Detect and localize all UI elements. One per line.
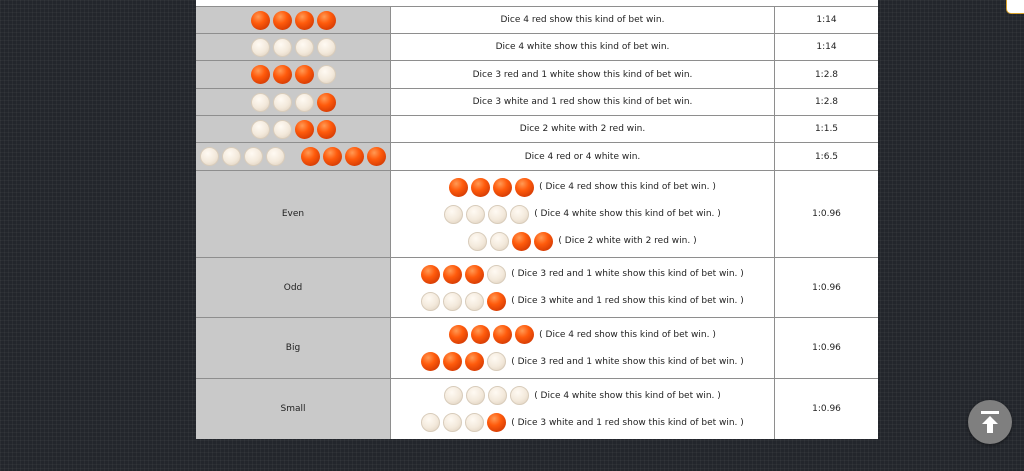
combination-line bbox=[449, 178, 716, 197]
white-dice-icon bbox=[273, 120, 292, 139]
description-cell: Dice 4 red or 4 white win. bbox=[391, 143, 775, 170]
corner-button[interactable] bbox=[1006, 0, 1024, 14]
table-row-odd bbox=[196, 258, 878, 317]
combination-line bbox=[468, 232, 696, 251]
white-dice-icon bbox=[465, 292, 484, 311]
white-dice-icon bbox=[317, 65, 336, 84]
red-dice-icon bbox=[487, 413, 506, 432]
dice-group bbox=[468, 232, 553, 251]
white-dice-icon bbox=[465, 413, 484, 432]
red-dice-icon bbox=[465, 265, 484, 284]
table-row bbox=[196, 116, 878, 142]
combination-line bbox=[421, 292, 744, 311]
red-dice-icon bbox=[449, 325, 468, 344]
table-row bbox=[196, 143, 878, 170]
combination-line bbox=[421, 352, 744, 371]
description-cell: Dice 4 red show this kind of bet win. bbox=[391, 7, 775, 33]
odds-cell: 1:2.8 bbox=[814, 97, 839, 107]
white-dice-icon bbox=[444, 386, 463, 405]
description-cell: Dice 3 white and 1 red show this kind of bet win. bbox=[391, 89, 775, 115]
payout-table bbox=[196, 0, 878, 439]
red-dice-icon bbox=[443, 352, 462, 371]
red-dice-icon bbox=[301, 147, 320, 166]
combination-text: ( Dice 3 red and 1 white show this kind of bet win. ) bbox=[511, 269, 744, 279]
red-dice-icon bbox=[323, 147, 342, 166]
description-cell: Dice 4 white show this kind of bet win. bbox=[391, 34, 775, 60]
white-dice-icon bbox=[222, 147, 241, 166]
dice-group bbox=[449, 178, 534, 197]
dice-cell bbox=[196, 61, 391, 88]
white-dice-icon bbox=[273, 93, 292, 112]
odds-cell: 1:0.96 bbox=[812, 209, 841, 219]
dice-group bbox=[251, 120, 336, 139]
white-dice-icon bbox=[466, 205, 485, 224]
white-dice-icon bbox=[421, 413, 440, 432]
white-dice-icon bbox=[251, 120, 270, 139]
combination-cell bbox=[391, 379, 775, 439]
white-dice-icon bbox=[488, 386, 507, 405]
red-dice-icon bbox=[493, 178, 512, 197]
white-dice-icon bbox=[295, 38, 314, 57]
red-dice-icon bbox=[471, 178, 490, 197]
dice-group bbox=[421, 292, 506, 311]
white-dice-icon bbox=[490, 232, 509, 251]
odds-cell: 1:14 bbox=[816, 42, 837, 52]
dice-group bbox=[421, 352, 506, 371]
dice-group bbox=[421, 265, 506, 284]
odds-cell: 1:0.96 bbox=[812, 404, 841, 414]
red-dice-icon bbox=[421, 265, 440, 284]
white-dice-icon bbox=[510, 386, 529, 405]
white-dice-icon bbox=[421, 292, 440, 311]
dice-group bbox=[421, 413, 506, 432]
white-dice-icon bbox=[244, 147, 263, 166]
bet-label: Big bbox=[196, 318, 391, 378]
red-dice-icon bbox=[317, 93, 336, 112]
red-dice-icon bbox=[515, 325, 534, 344]
red-dice-icon bbox=[534, 232, 553, 251]
table-row-even bbox=[196, 171, 878, 257]
white-dice-icon bbox=[443, 413, 462, 432]
white-dice-icon bbox=[487, 265, 506, 284]
scroll-to-top-button[interactable] bbox=[968, 400, 1012, 444]
red-dice-icon bbox=[512, 232, 531, 251]
dice-cell bbox=[196, 89, 391, 115]
bet-label: Even bbox=[196, 171, 391, 257]
combination-cell bbox=[391, 318, 775, 378]
bet-label: Small bbox=[196, 379, 391, 439]
white-dice-icon bbox=[488, 205, 507, 224]
red-dice-icon bbox=[273, 11, 292, 30]
dice-group bbox=[251, 11, 336, 30]
table-row bbox=[196, 89, 878, 115]
red-dice-icon bbox=[295, 120, 314, 139]
white-dice-icon bbox=[444, 205, 463, 224]
dice-group bbox=[200, 147, 386, 166]
white-dice-icon bbox=[468, 232, 487, 251]
combination-cell bbox=[391, 258, 775, 317]
red-dice-icon bbox=[345, 147, 364, 166]
odds-cell: 1:6.5 bbox=[814, 151, 839, 162]
white-dice-icon bbox=[251, 38, 270, 57]
arrow-up-bar-icon bbox=[979, 410, 1001, 434]
combination-text: ( Dice 3 white and 1 red show this kind of bet win. ) bbox=[511, 296, 744, 306]
table-row bbox=[196, 34, 878, 60]
white-dice-icon bbox=[487, 352, 506, 371]
odds-cell: 1:14 bbox=[816, 15, 837, 25]
table-row bbox=[196, 7, 878, 33]
red-dice-icon bbox=[367, 147, 386, 166]
combination-line bbox=[444, 205, 721, 224]
odds-cell: 1:0.96 bbox=[812, 343, 841, 353]
white-dice-icon bbox=[317, 38, 336, 57]
combination-line bbox=[421, 265, 744, 284]
odds-cell: 1:2.8 bbox=[814, 69, 839, 80]
odds-cell: 1:1.5 bbox=[814, 124, 839, 134]
table-row bbox=[196, 61, 878, 88]
dice-cell bbox=[196, 143, 391, 170]
white-dice-icon bbox=[295, 93, 314, 112]
table-row-big bbox=[196, 318, 878, 378]
combination-text: ( Dice 3 white and 1 red show this kind of bet win. ) bbox=[511, 417, 744, 428]
red-dice-icon bbox=[465, 352, 484, 371]
description-cell: Dice 3 red and 1 white show this kind of bet win. bbox=[391, 61, 775, 88]
red-dice-icon bbox=[449, 178, 468, 197]
combination-line bbox=[449, 325, 716, 344]
red-dice-icon bbox=[421, 352, 440, 371]
dice-cell bbox=[196, 116, 391, 142]
red-dice-icon bbox=[471, 325, 490, 344]
red-dice-icon bbox=[251, 65, 270, 84]
white-dice-icon bbox=[266, 147, 285, 166]
table-row-small bbox=[196, 379, 878, 439]
combination-text: ( Dice 4 white show this kind of bet win. ) bbox=[534, 209, 721, 219]
bet-label: Odd bbox=[196, 258, 391, 317]
red-dice-icon bbox=[443, 265, 462, 284]
red-dice-icon bbox=[317, 11, 336, 30]
dice-cell bbox=[196, 7, 391, 33]
dice-group bbox=[251, 38, 336, 57]
description-cell: Dice 2 white with 2 red win. bbox=[391, 116, 775, 142]
red-dice-icon bbox=[295, 65, 314, 84]
dice-group bbox=[444, 205, 529, 224]
red-dice-icon bbox=[515, 178, 534, 197]
red-dice-icon bbox=[493, 325, 512, 344]
white-dice-icon bbox=[200, 147, 219, 166]
white-dice-icon bbox=[466, 386, 485, 405]
combination-text: ( Dice 2 white with 2 red win. ) bbox=[558, 236, 697, 246]
combination-line bbox=[421, 413, 744, 432]
red-dice-icon bbox=[317, 120, 336, 139]
dice-cell bbox=[196, 34, 391, 60]
combination-text: ( Dice 4 red show this kind of bet win. ) bbox=[539, 329, 716, 340]
combination-text: ( Dice 3 red and 1 white show this kind of bet win. ) bbox=[511, 356, 744, 367]
combination-text: ( Dice 4 white show this kind of bet win. ) bbox=[534, 390, 721, 401]
combination-line bbox=[444, 386, 721, 405]
white-dice-icon bbox=[251, 93, 270, 112]
combination-text: ( Dice 4 red show this kind of bet win. ) bbox=[539, 182, 716, 192]
red-dice-icon bbox=[295, 11, 314, 30]
white-dice-icon bbox=[510, 205, 529, 224]
odds-cell: 1:0.96 bbox=[812, 282, 841, 293]
dice-group bbox=[251, 93, 336, 112]
combination-cell bbox=[391, 171, 775, 257]
red-dice-icon bbox=[251, 11, 270, 30]
red-dice-icon bbox=[273, 65, 292, 84]
dice-group bbox=[251, 65, 336, 84]
dice-group bbox=[444, 386, 529, 405]
white-dice-icon bbox=[443, 292, 462, 311]
red-dice-icon bbox=[487, 292, 506, 311]
white-dice-icon bbox=[273, 38, 292, 57]
dice-group bbox=[449, 325, 534, 344]
